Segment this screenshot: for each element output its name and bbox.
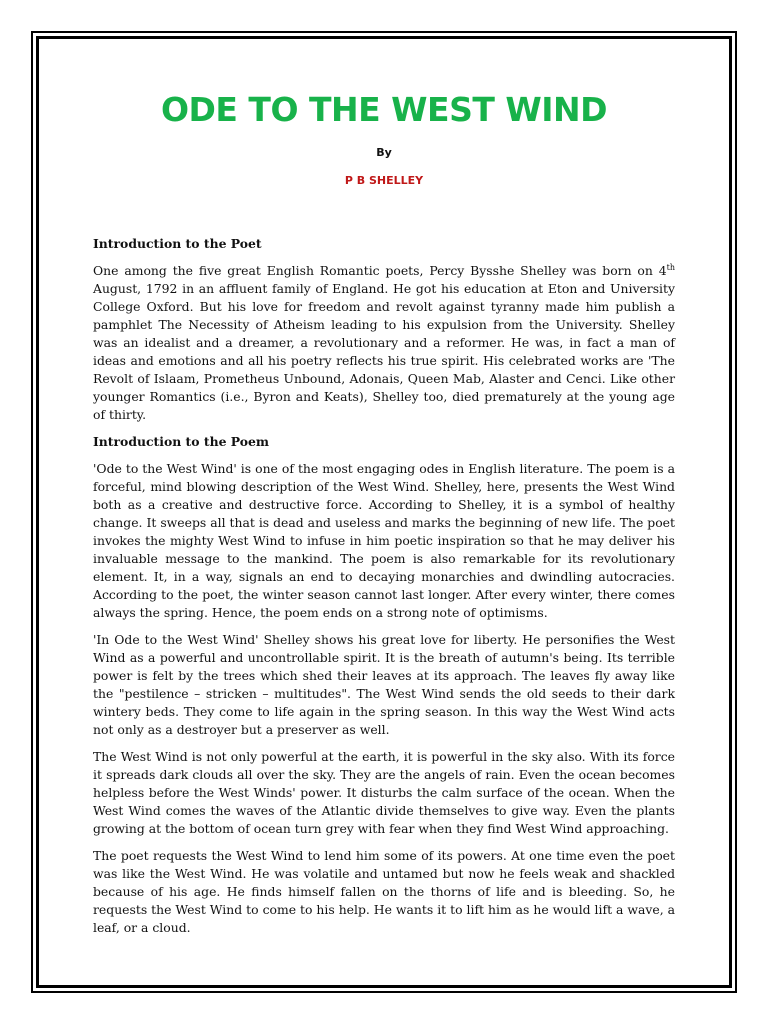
superscript: th (666, 262, 675, 272)
byline-label: By (376, 146, 392, 159)
paragraph-text: August, 1792 in an affluent family of England. He got his education at Eton and University College Oxford. But his love for freedom and revolt against tyranny made him publish a pamphlet The Necessity of Atheism leading to his expulsion from the University. Shelley was an idealist and a dreamer, a revolutionary and a reformer. He was, in fact a man of ideas and emotions and all his poetry reflects his true spirit. His celebrated works are 'The Revolt of Islaam, Prometheus Unbound, Adonais, Queen Mab, Alaster and Cenci. Like other younger Romantics (i.e., Byron and Keats), Shelley too, died prematurely at the young age of thirty. (93, 281, 675, 422)
document-body (93, 88, 675, 946)
section-heading-poet: Introduction to the Poet (93, 236, 262, 251)
paragraph-sky: The West Wind is not only powerful at the earth, it is powerful in the sky also. With its force it spreads dark clouds all over the sky. They are the angels of rain. Even the ocean becomes helpless before the West Winds' power. It disturbs the calm surface of the ocean. When the West Wind comes the waves of the Atlantic divide themselves to give way. Even the plants growing at the bottom of ocean turn grey with fear when they find West Wind approaching. (93, 749, 675, 836)
section-heading-poem: Introduction to the Poem (93, 434, 270, 449)
paragraph-liberty: 'In Ode to the West Wind' Shelley shows his great love for liberty. He personifies the West Wind as a powerful and uncontrollable spirit. It is the breath of autumn's being. Its terrible power is felt by the trees which shed their leaves at its approach. The leaves fly away like the "pestilence – stricken – multitudes". The West Wind sends the old seeds to their dark wintery beds. They come to life again in the spring season. In this way the West Wind acts not only as a destroyer but a preserver as well. (93, 632, 675, 737)
document-title: ODE TO THE WEST WIND (160, 90, 608, 129)
paragraph-poem-intro: 'Ode to the West Wind' is one of the most engaging odes in English literature. The poem is a forceful, mind blowing description of the West Wind. Shelley, here, presents the West Wind both as a creative and destructive force. According to Shelley, it is a symbol of healthy change. It sweeps all that is dead and useless and marks the beginning of new life. The poet invokes the mighty West Wind to infuse in him poetic inspiration so that he may deliver his invaluable message to the mankind. The poem is also remarkable for its revolutionary element. It, in a way, signals an end to decaying monarchies and dwindling autocracies. According to the poet, the winter season cannot last longer. After every winter, there comes always the spring. Hence, the poem ends on a strong note of optimisms. (93, 461, 675, 620)
paragraph-text: One among the five great English Romantic poets, Percy Bysshe Shelley was born on 4 (93, 263, 667, 278)
paragraph-request: The poet requests the West Wind to lend him some of its powers. At one time even the poet was like the West Wind. He was volatile and untamed but now he feels weak and shackled because of his age. He finds himself fallen on the thorns of life and is bleeding. So, he requests the West Wind to come to his help. He wants it to lift him as he would lift a wave, a leaf, or a cloud. (93, 848, 675, 935)
author-name: P B SHELLEY (344, 174, 424, 187)
paragraph-poet-intro (93, 262, 675, 424)
